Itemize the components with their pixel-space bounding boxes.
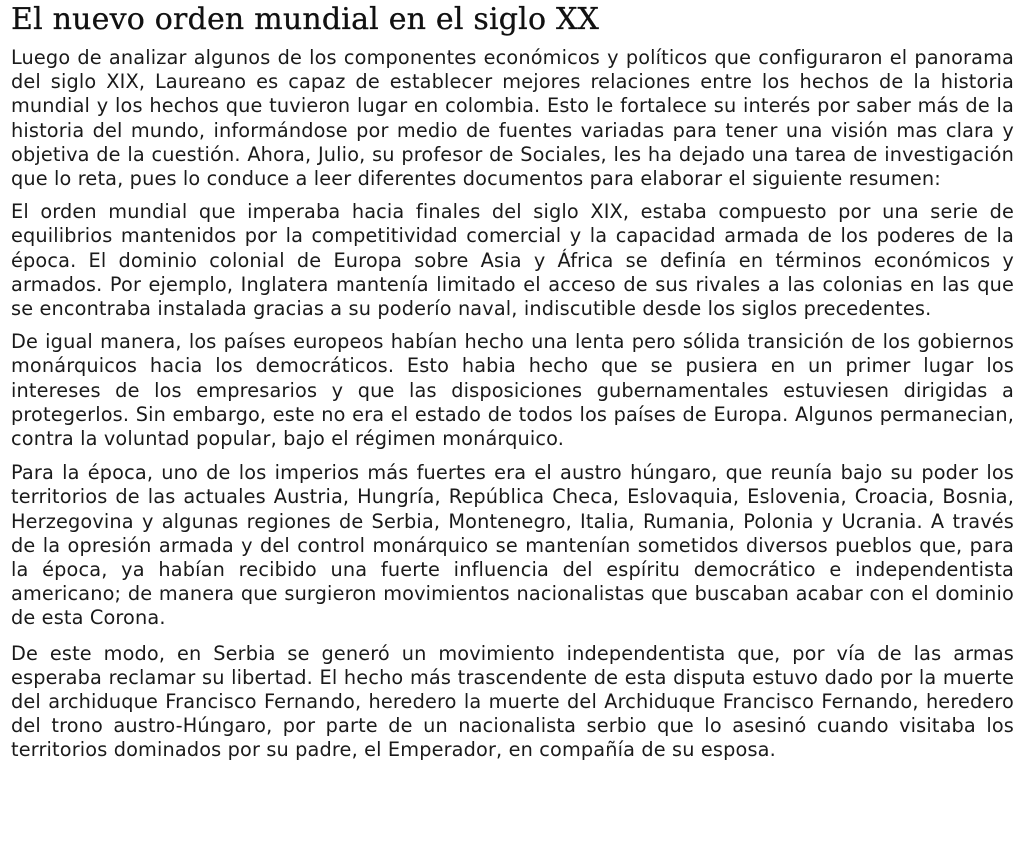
paragraph-serbia-movement: De este modo, en Serbia se generó un movimiento independentista que, por vía de las armas esperaba reclamar su libertad. El hecho más trascendente de esta disputa estuvo dado por la muerte del archiduque Francisco Fernando, heredero la muerte del Archiduque Francisco Fernando, heredero del trono austro-Húngaro, por parte de un nacionalista serbio que lo asesinó cuando visitaba los territorios dominados por su padre, el Emperador, en compañía de su esposa. bbox=[11, 641, 1014, 762]
paragraph-austro-hungarian-empire: Para la época, uno de los imperios más fuertes era el austro húngaro, que reunía bajo su poder los territorios de las actuales Austria, Hungría, República Checa, Eslovaquia, Eslovenia, Croacia, Bosnia, Herzegovina y algunas regiones de Serbia, Montenegro, Italia, Rumania, Polonia y Ucrania. A través de la opresión armada y del control monárquico se mantenían sometidos diversos pueblos que, para la época, ya habían recibido una fuerte influencia del espíritu democrático e independentista americano; de manera que surgieron movimientos nacionalistas que buscaban acabar con el dominio de esta Corona. bbox=[11, 461, 1014, 630]
paragraph-democratic-transition: De igual manera, los países europeos habían hecho una lenta pero sólida transición de los gobiernos monárquicos hacia los democráticos. Esto habia hecho que se pusiera en un primer lugar los intereses de los empresarios y que las disposiciones gubernamentales estuviesen dirigidas a protegerlos. Sin embargo, este no era el estado de todos los países de Europa. Algunos permanecian, contra la voluntad popular, bajo el régimen monárquico. bbox=[11, 330, 1014, 451]
paragraph-intro: Luego de analizar algunos de los componentes económicos y políticos que configuraron el panorama del siglo XIX, Laureano es capaz de establecer mejores relaciones entre los hechos de la historia mundial y los hechos que tuvieron lugar en colombia. Esto le fortalece su interés por saber más de la historia del mundo, informándose por medio de fuentes variadas para tener una visión mas clara y objetiva de la cuestión. Ahora, Julio, su profesor de Sociales, les ha dejado una tarea de investigación que lo reta, pues lo conduce a leer diferentes documentos para elaborar el siguiente resumen: bbox=[11, 46, 1014, 191]
paragraph-world-order: El orden mundial que imperaba hacia finales del siglo XIX, estaba compuesto por una serie de equilibrios mantenidos por la competitividad comercial y la capacidad armada de los poderes de la época. El dominio colonial de Europa sobre Asia y África se definía en términos económicos y armados. Por ejemplo, Inglatera mantenía limitado el acceso de sus rivales a las colonias en las que se encontraba instalada gracias a su poderío naval, indiscutible desde los siglos precedentes. bbox=[11, 200, 1014, 321]
page-title: El nuevo orden mundial en el siglo XX bbox=[11, 2, 600, 37]
document-body bbox=[11, 46, 1014, 763]
